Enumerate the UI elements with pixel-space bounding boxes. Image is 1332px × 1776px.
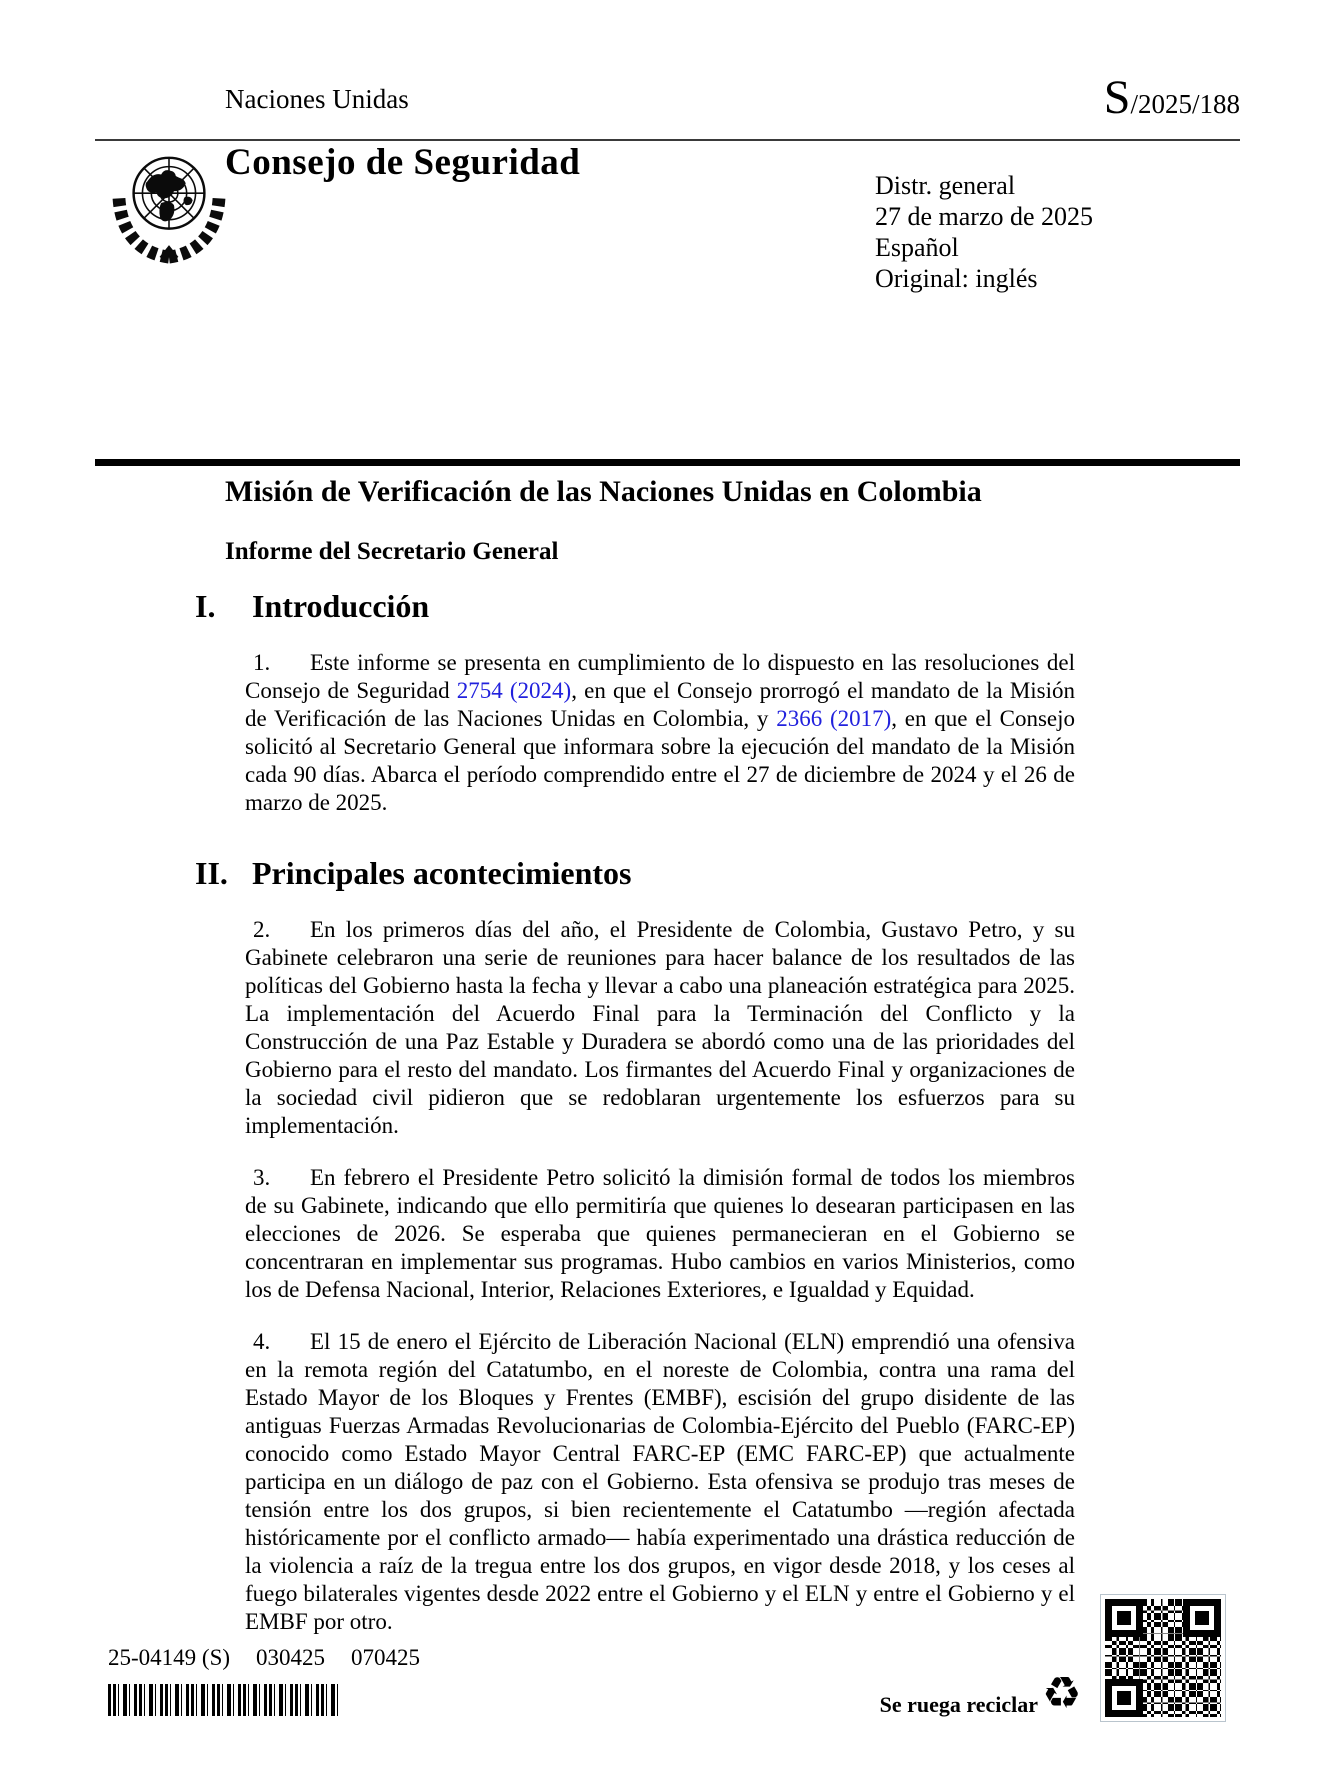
resolution-link-2754[interactable]: 2754 (2024) — [456, 678, 572, 703]
footer-document-id — [108, 1645, 446, 1671]
org-title: Consejo de Seguridad — [225, 142, 581, 183]
paragraph-text: En los primeros días del año, el Presidente de Colombia, Gustavo Petro, y su Gabinete celebraron una serie de reuniones para hacer balance de los resultados de las políticas del Gobierno hasta la fecha y llevar a cabo una planeación estratégica para 2025. La implementación del Acuerdo Final para la Terminación del Conflicto y la Construcción de una Paz Estable y Duradera se abordó como una de las prioridades del Gobierno para el resto del mandato. Los firmantes del Acuerdo Final y organizaciones de la sociedad civil pidieron que se redoblaran urgentemente los esfuerzos para su implementación. — [245, 917, 1075, 1138]
paragraph-number: 1. — [253, 650, 271, 675]
doc-symbol-series: S — [1103, 71, 1131, 124]
language-line: Español — [875, 233, 959, 262]
un-name: Naciones Unidas — [225, 84, 409, 114]
paragraph-2 — [245, 916, 1075, 1140]
distr-line: Distr. general — [875, 171, 1016, 200]
section-heading-introduccion — [195, 588, 1077, 625]
recycle-icon: ♻ — [1042, 1668, 1082, 1719]
resolution-link-2366[interactable]: 2366 (2017) — [776, 706, 892, 731]
paragraph-text: , en que el Consejo solicitó al Secretario General que informara sobre la ejecución del mandato de la Misión cada 90 días. Abarca el período comprendido entre el 27 de diciembre de 2024 y el 26 de marzo de 2025. — [245, 706, 1075, 815]
paragraph-text: El 15 de enero el Ejército de Liberación Nacional (ELN) emprendió una ofensiva en la remota región del Catatumbo, en el noreste de Colombia, contra una rama del Estado Mayor de los Bloques y Frentes (EMBF), escisión del grupo disidente de las antiguas Fuerzas Armadas Revolucionarias de Colombia-Ejército del Pueblo (FARC-EP) conocido como Estado Mayor Central FARC-EP (EMC FARC-EP) que actualmente participa en un diálogo de paz con el Gobierno. Esta ofensiva se produjo tras meses de tensión entre los dos grupos, si bien recientemente el Catatumbo —región afectada históricamente por el conflicto armado— había experimentado una drástica reducción de la violencia a raíz de la tregua entre los dos grupos, en vigor desde 2018, y los ceses al fuego bilaterales vigentes desde 2022 entre el Gobierno y el ELN y entre el Gobierno y el EMBF por otro. — [245, 1329, 1075, 1634]
section-heading-principales-acontecimientos — [195, 855, 1077, 892]
title-rule — [95, 459, 1240, 466]
paragraph-text: , en que el Consejo prorrogó el mandato de la Misión de Verificación de las Naciones Unidas en Colombia, y — [245, 678, 1076, 731]
qr-finder-top-right — [1183, 1599, 1221, 1637]
qr-code — [1100, 1594, 1226, 1722]
un-emblem-icon — [110, 146, 228, 264]
section-numeral: II. — [195, 855, 228, 891]
paragraph-number: 2. — [253, 917, 271, 942]
document-body — [195, 588, 1077, 1636]
doc-symbol — [0, 70, 1240, 125]
paragraph-1 — [245, 649, 1075, 817]
qr-finder-top-left — [1105, 1599, 1143, 1637]
paragraph-text: Este informe se presenta en cumplimiento de lo dispuesto en las resoluciones del Consejo de Seguridad — [245, 650, 1075, 703]
footer-code-2: 070425 — [351, 1645, 421, 1670]
date-line: 27 de marzo de 2025 — [875, 202, 1094, 231]
section-title: Introducción — [252, 588, 430, 624]
footer-code-1: 030425 — [256, 1645, 326, 1670]
section-title: Principales acontecimientos — [252, 855, 632, 891]
paragraph-4 — [245, 1328, 1075, 1636]
paragraph-number: 3. — [253, 1165, 271, 1190]
qr-finder-bottom-left — [1105, 1679, 1143, 1717]
distribution-block — [875, 170, 1093, 294]
paragraph-text: En febrero el Presidente Petro solicitó la dimisión formal de todos los miembros de su Gabinete, indicando que ello permitiría que quienes lo desearan participasen en las elecciones de 2026. Se esperaba que quienes permanecieran en el Gobierno se concentraran en implementar sus programas. Hubo cambios en varios Ministerios, como los de Defensa Nacional, Interior, Relaciones Exteriores, e Igualdad y Equidad. — [245, 1165, 1075, 1302]
paragraph-3 — [245, 1164, 1075, 1304]
doc-symbol-number: /2025/188 — [1130, 89, 1240, 119]
section-numeral: I. — [195, 588, 216, 624]
recycle-label: Se ruega reciclar — [879, 1692, 1038, 1717]
report-subtitle: Informe del Secretario General — [225, 538, 559, 565]
original-language-line: Original: inglés — [875, 264, 1038, 293]
paragraph-number: 4. — [253, 1329, 271, 1354]
job-number: 25-04149 (S) — [108, 1645, 231, 1670]
report-title: Misión de Verificación de las Naciones Unidas en Colombia — [225, 475, 982, 508]
